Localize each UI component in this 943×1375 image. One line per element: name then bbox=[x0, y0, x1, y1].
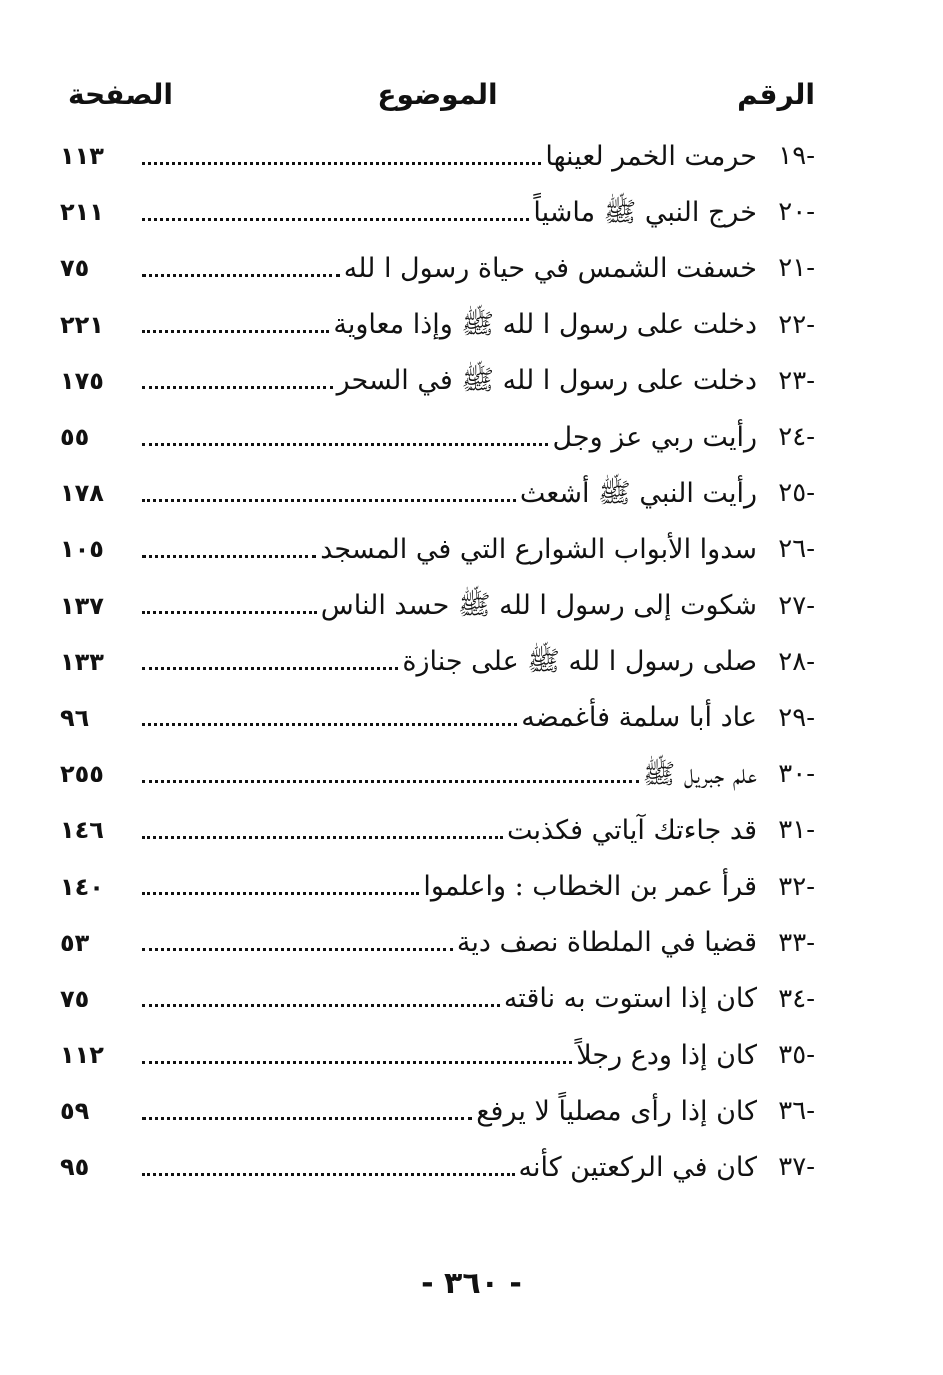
dot-leader bbox=[142, 499, 516, 502]
entry-number: ٢٩- bbox=[778, 702, 815, 733]
list-item bbox=[60, 1027, 815, 1083]
column-header-number: الرقم bbox=[737, 78, 815, 111]
entry-number: ١٩- bbox=[778, 141, 815, 172]
entry-title: علم جبريل ﷺ bbox=[642, 758, 757, 790]
list-item bbox=[60, 128, 815, 184]
list-item bbox=[60, 297, 815, 353]
entry-title: قرأ عمر بن الخطاب : واعلموا bbox=[423, 871, 757, 903]
entry-page: ١٣٣ bbox=[60, 647, 104, 676]
entry-title: عاد أبا سلمة فأغمضه bbox=[521, 702, 757, 734]
list-item bbox=[60, 409, 815, 465]
entry-page: ٢٥٥ bbox=[60, 760, 104, 789]
dot-leader bbox=[142, 330, 329, 333]
entry-title: كان إذا استوت به ناقته bbox=[503, 983, 757, 1015]
list-item bbox=[60, 858, 815, 914]
entry-page: ٥٥ bbox=[60, 423, 90, 452]
entry-title: قضيا في الملطاة نصف دية bbox=[456, 927, 757, 959]
entry-page: ١١٣ bbox=[60, 142, 104, 171]
entry-page: ١٤٠ bbox=[60, 872, 104, 901]
entry-number: ٢٠- bbox=[778, 197, 815, 228]
entry-page: ١٧٥ bbox=[60, 366, 104, 395]
page-number: - ٣٦٠ - bbox=[421, 1266, 522, 1301]
entry-number: ٣٣- bbox=[778, 927, 815, 958]
entry-page: ١٠٥ bbox=[60, 535, 104, 564]
dot-leader bbox=[142, 1173, 515, 1176]
list-item bbox=[60, 353, 815, 409]
dot-leader bbox=[142, 948, 453, 951]
entry-title: رأيت النبي ﷺ أشعث bbox=[519, 477, 757, 509]
entry-title: خسفت الشمس في حياة رسول ا لله bbox=[343, 252, 757, 284]
entry-number: ٢٢- bbox=[778, 309, 815, 340]
index-list bbox=[60, 128, 815, 1196]
entry-title: شكوت إلى رسول ا لله ﷺ حسد الناس bbox=[320, 590, 757, 622]
dot-leader bbox=[142, 667, 398, 670]
dot-leader bbox=[142, 274, 340, 277]
dot-leader bbox=[142, 162, 541, 165]
entry-title: دخلت على رسول ا لله ﷺ في السحر bbox=[336, 365, 757, 397]
entry-title: قد جاءتك آياتي فكذبت bbox=[507, 814, 757, 846]
list-item bbox=[60, 465, 815, 521]
entry-page: ١٧٨ bbox=[60, 479, 104, 508]
entry-number: ٢٦- bbox=[778, 534, 815, 565]
entry-number: ٣٦- bbox=[778, 1096, 815, 1127]
list-item bbox=[60, 802, 815, 858]
entry-page: ٧٥ bbox=[60, 254, 90, 283]
dot-leader bbox=[142, 386, 333, 389]
entry-title: حرمت الخمر لعينها bbox=[545, 140, 757, 172]
entry-number: ٢٥- bbox=[778, 478, 815, 509]
entry-page: ١٤٦ bbox=[60, 816, 104, 845]
entry-page: ٥٩ bbox=[60, 1097, 90, 1126]
entry-title: رأيت ربي عز وجل bbox=[552, 421, 757, 453]
list-item bbox=[60, 971, 815, 1027]
dot-leader bbox=[142, 723, 517, 726]
entry-number: ٣٢- bbox=[778, 871, 815, 902]
entry-title: صلى رسول ا لله ﷺ على جنازة bbox=[402, 646, 757, 678]
list-item bbox=[60, 634, 815, 690]
list-item bbox=[60, 915, 815, 971]
list-item bbox=[60, 521, 815, 577]
entry-number: ٢٤- bbox=[778, 422, 815, 453]
entry-title: دخلت على رسول ا لله ﷺ وإذا معاوية bbox=[333, 309, 757, 341]
dot-leader bbox=[142, 555, 316, 558]
table-header bbox=[60, 78, 815, 122]
entry-title: كان إذا ودع رجلاً bbox=[576, 1039, 757, 1071]
entry-page: ٩٥ bbox=[60, 1153, 90, 1182]
entry-page: ٢٢١ bbox=[60, 310, 104, 339]
entry-page: ٥٣ bbox=[60, 928, 90, 957]
entry-number: ٣١- bbox=[778, 815, 815, 846]
entry-page: ٩٦ bbox=[60, 703, 90, 732]
dot-leader bbox=[142, 443, 548, 446]
list-item bbox=[60, 578, 815, 634]
list-item bbox=[60, 240, 815, 296]
entry-page: ٧٥ bbox=[60, 984, 90, 1013]
dot-leader bbox=[142, 892, 419, 895]
entry-title: سدوا الأبواب الشوارع التي في المسجد bbox=[320, 533, 757, 565]
entry-number: ٣٥- bbox=[778, 1040, 815, 1071]
list-item bbox=[60, 746, 815, 802]
entry-number: ٢٨- bbox=[778, 646, 815, 677]
column-header-page: الصفحة bbox=[68, 78, 174, 111]
entry-number: ٢١- bbox=[778, 253, 815, 284]
entry-page: ١٣٧ bbox=[60, 591, 104, 620]
entry-title: خرج النبي ﷺ ماشياً bbox=[533, 196, 757, 228]
entry-number: ٣٠- bbox=[778, 759, 815, 790]
entry-number: ٢٣- bbox=[778, 365, 815, 396]
dot-leader bbox=[142, 1117, 472, 1120]
dot-leader bbox=[142, 611, 317, 614]
entry-number: ٢٧- bbox=[778, 590, 815, 621]
dot-leader bbox=[142, 218, 529, 221]
dot-leader bbox=[142, 1004, 500, 1007]
dot-leader bbox=[142, 780, 639, 783]
dot-leader bbox=[142, 836, 503, 839]
entry-page: ٢١١ bbox=[60, 198, 104, 227]
column-header-topic: الموضوع bbox=[377, 78, 498, 111]
list-item bbox=[60, 1139, 815, 1195]
entry-title: كان في الركعتين كأنه bbox=[518, 1151, 757, 1183]
list-item bbox=[60, 1083, 815, 1139]
entry-number: ٣٧- bbox=[778, 1152, 815, 1183]
entry-number: ٣٤- bbox=[778, 983, 815, 1014]
list-item bbox=[60, 184, 815, 240]
entry-title: كان إذا رأى مصلياً لا يرفع bbox=[476, 1095, 757, 1127]
entry-page: ١١٢ bbox=[60, 1041, 104, 1070]
list-item bbox=[60, 690, 815, 746]
dot-leader bbox=[142, 1061, 572, 1064]
